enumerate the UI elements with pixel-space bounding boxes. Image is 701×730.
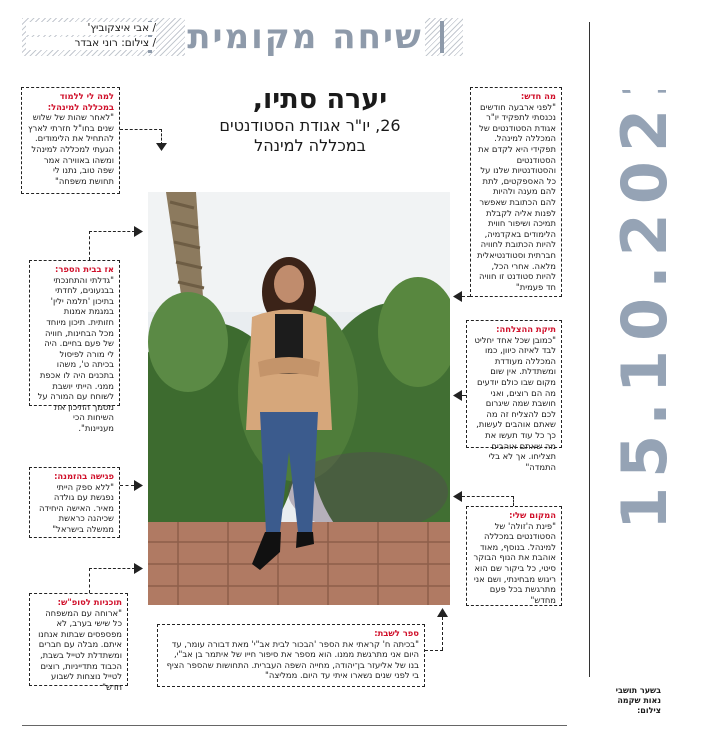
connector	[425, 650, 443, 651]
box-why-college	[21, 87, 120, 194]
box-text: "לאחר שהות של שלוש שנים בחו"ל חזרתי לארץ להתחיל את הלימודים. הגעתי למכללה למינהל ומשהו באווירה אמר שפה טוב, נתנו לי תחושת משפחה"	[28, 112, 114, 186]
box-whats-new	[470, 87, 562, 297]
arrow-icon	[156, 143, 167, 151]
box-title: תוכניות לסופ"ש:	[57, 597, 122, 607]
section-title: שיחה מקומית	[185, 16, 425, 58]
box-text: "גדלתי והתחנכתי בבנעונים, לחדתי בתיכון 'תלמה ילין' במגמת אמנות חזותית. תיכון מיוחד מכל הבחינות, חוויה של פעם בחיים. היה לי מורה לפיסול בכיתה ט', משהו בתכנים היה לו אכפת ממני. הייתי יושבת לשוחח עם המורה על מסמך התיכון את השיחות הכי מעניינות".	[37, 274, 114, 433]
box-text: "בכיתה ח' קראתי את הספר 'הבכור לבית אב"י' מאת דבורה עומר, עד היום אני מתרגשת ממנו. הוא מספר את סיפור חייו של איתמר בן אב"י, בנו של אליעזר בן־יהודה, מחייה השפה העברית. התחושות שהספר הציף בי לפני שנים נשארו איתי עד היום. ממליצה"	[166, 638, 419, 681]
box-title: מה חדש:	[520, 91, 556, 101]
connector	[462, 395, 466, 396]
arrow-icon	[134, 226, 143, 237]
connector	[462, 296, 470, 297]
portrait-photo	[148, 192, 450, 605]
arrow-icon	[134, 480, 143, 491]
arrow-icon	[453, 291, 462, 302]
box-my-place	[466, 506, 562, 606]
connector	[120, 129, 162, 130]
connector	[462, 496, 514, 497]
box-title: תיקת ההצלחה:	[496, 324, 556, 334]
footer-rule	[22, 725, 567, 726]
box-success	[466, 320, 562, 472]
header-divider-right	[440, 21, 444, 53]
box-book	[157, 624, 425, 687]
arrow-icon	[134, 563, 143, 574]
connector	[120, 485, 134, 486]
subtitle-line-1: 26, יו"ר אגודת הסטודנטים	[219, 116, 401, 135]
box-text: "ארוחה עם המשפחה כל שישי בערב, לא מפספסים שבתות אנחנו איתם. מבלה עם חברים ומשתדלת לטייל בשבת, הכבוד מתדייניות, רוצים לטייל נוצחות לשבוע חדש"	[38, 607, 122, 692]
box-text: "לפני ארבעה חודשים נכנסתי לתפקיד יו"ר אגודת הסטודנטים של המכללה למינהל. תפקידי היא לקדם את הסטודנטים והסטודנטיות שלנו על כל האספקטים, לתת להם מענה ולהיות להם הכתובת שאפשר לפנות אליה לקבלת תמיכה ושיפור חווית הלימודים באקדמיה, להיות הכתובת לחוויה חברתית וסטודנטיאלית מלאה. אחרי הכל, להיות סטודנט זו חוויה חד פעמית"	[477, 101, 556, 292]
issue-date-text: 15.10.2021	[610, 90, 681, 530]
box-meeting	[29, 467, 120, 538]
box-title: ספר לשבת:	[374, 628, 419, 638]
box-text: "פינת ה'זולה' של הסטודנטים במכללה למינהל. בנוסף, מאוד אוהבת את הנוף הבוקר סיטי, כל ביקור שם הוא ריגוש מבחינתי, ושם אני מתרגשת בכל פעם מחדש"	[473, 520, 556, 605]
arrow-icon	[453, 491, 462, 502]
arrow-icon	[437, 608, 448, 617]
box-title: פגישה בהזמנה:	[54, 471, 114, 481]
box-text: "ללא ספק הייתי נפגשת עם גולדה מאיר. האישה היחידה שכיהנה כראשת ממשלה בישראל"	[39, 481, 114, 534]
box-title: אז בבית הספר:	[54, 264, 114, 274]
cover-credit: בשער תושבי נאות שקמה צילום:	[615, 686, 661, 715]
box-title: למה לי ללמוד במכללה למינהל:	[47, 91, 114, 112]
box-weekend-plans	[29, 593, 128, 692]
interviewee-name: יערה סתיו,	[252, 84, 388, 115]
connector	[513, 496, 514, 506]
box-text: "כמובן שכל אחד יחליט לבד לאיזה כיוון, כמו המכללה מעודדת ומשתדלת. אין שום מקום שבו כולם יודעים מה הם רוצים, ואני חושבת שמה שיגרום לכם להצליח זה מה שאתם אוהבים לעשות, כך כל עוד תעשו את מה שאתם אוהבים תצליחו. אך לא בלי התמדה"	[474, 334, 556, 472]
photo-credit: / צילום: רוני אבדר	[26, 37, 156, 50]
box-at-school	[29, 260, 120, 433]
connector	[89, 231, 90, 260]
arrow-icon	[453, 390, 462, 401]
issue-date	[610, 90, 682, 530]
author-credit: / אבי איצקוביץ'	[26, 22, 156, 35]
box-title: המקום שלי:	[509, 510, 556, 520]
subtitle-line-2: במכללה למינהל	[254, 136, 366, 155]
column-divider	[589, 22, 590, 677]
connector	[89, 568, 90, 593]
connector	[89, 568, 135, 569]
connector	[89, 231, 135, 232]
connector	[442, 617, 443, 650]
